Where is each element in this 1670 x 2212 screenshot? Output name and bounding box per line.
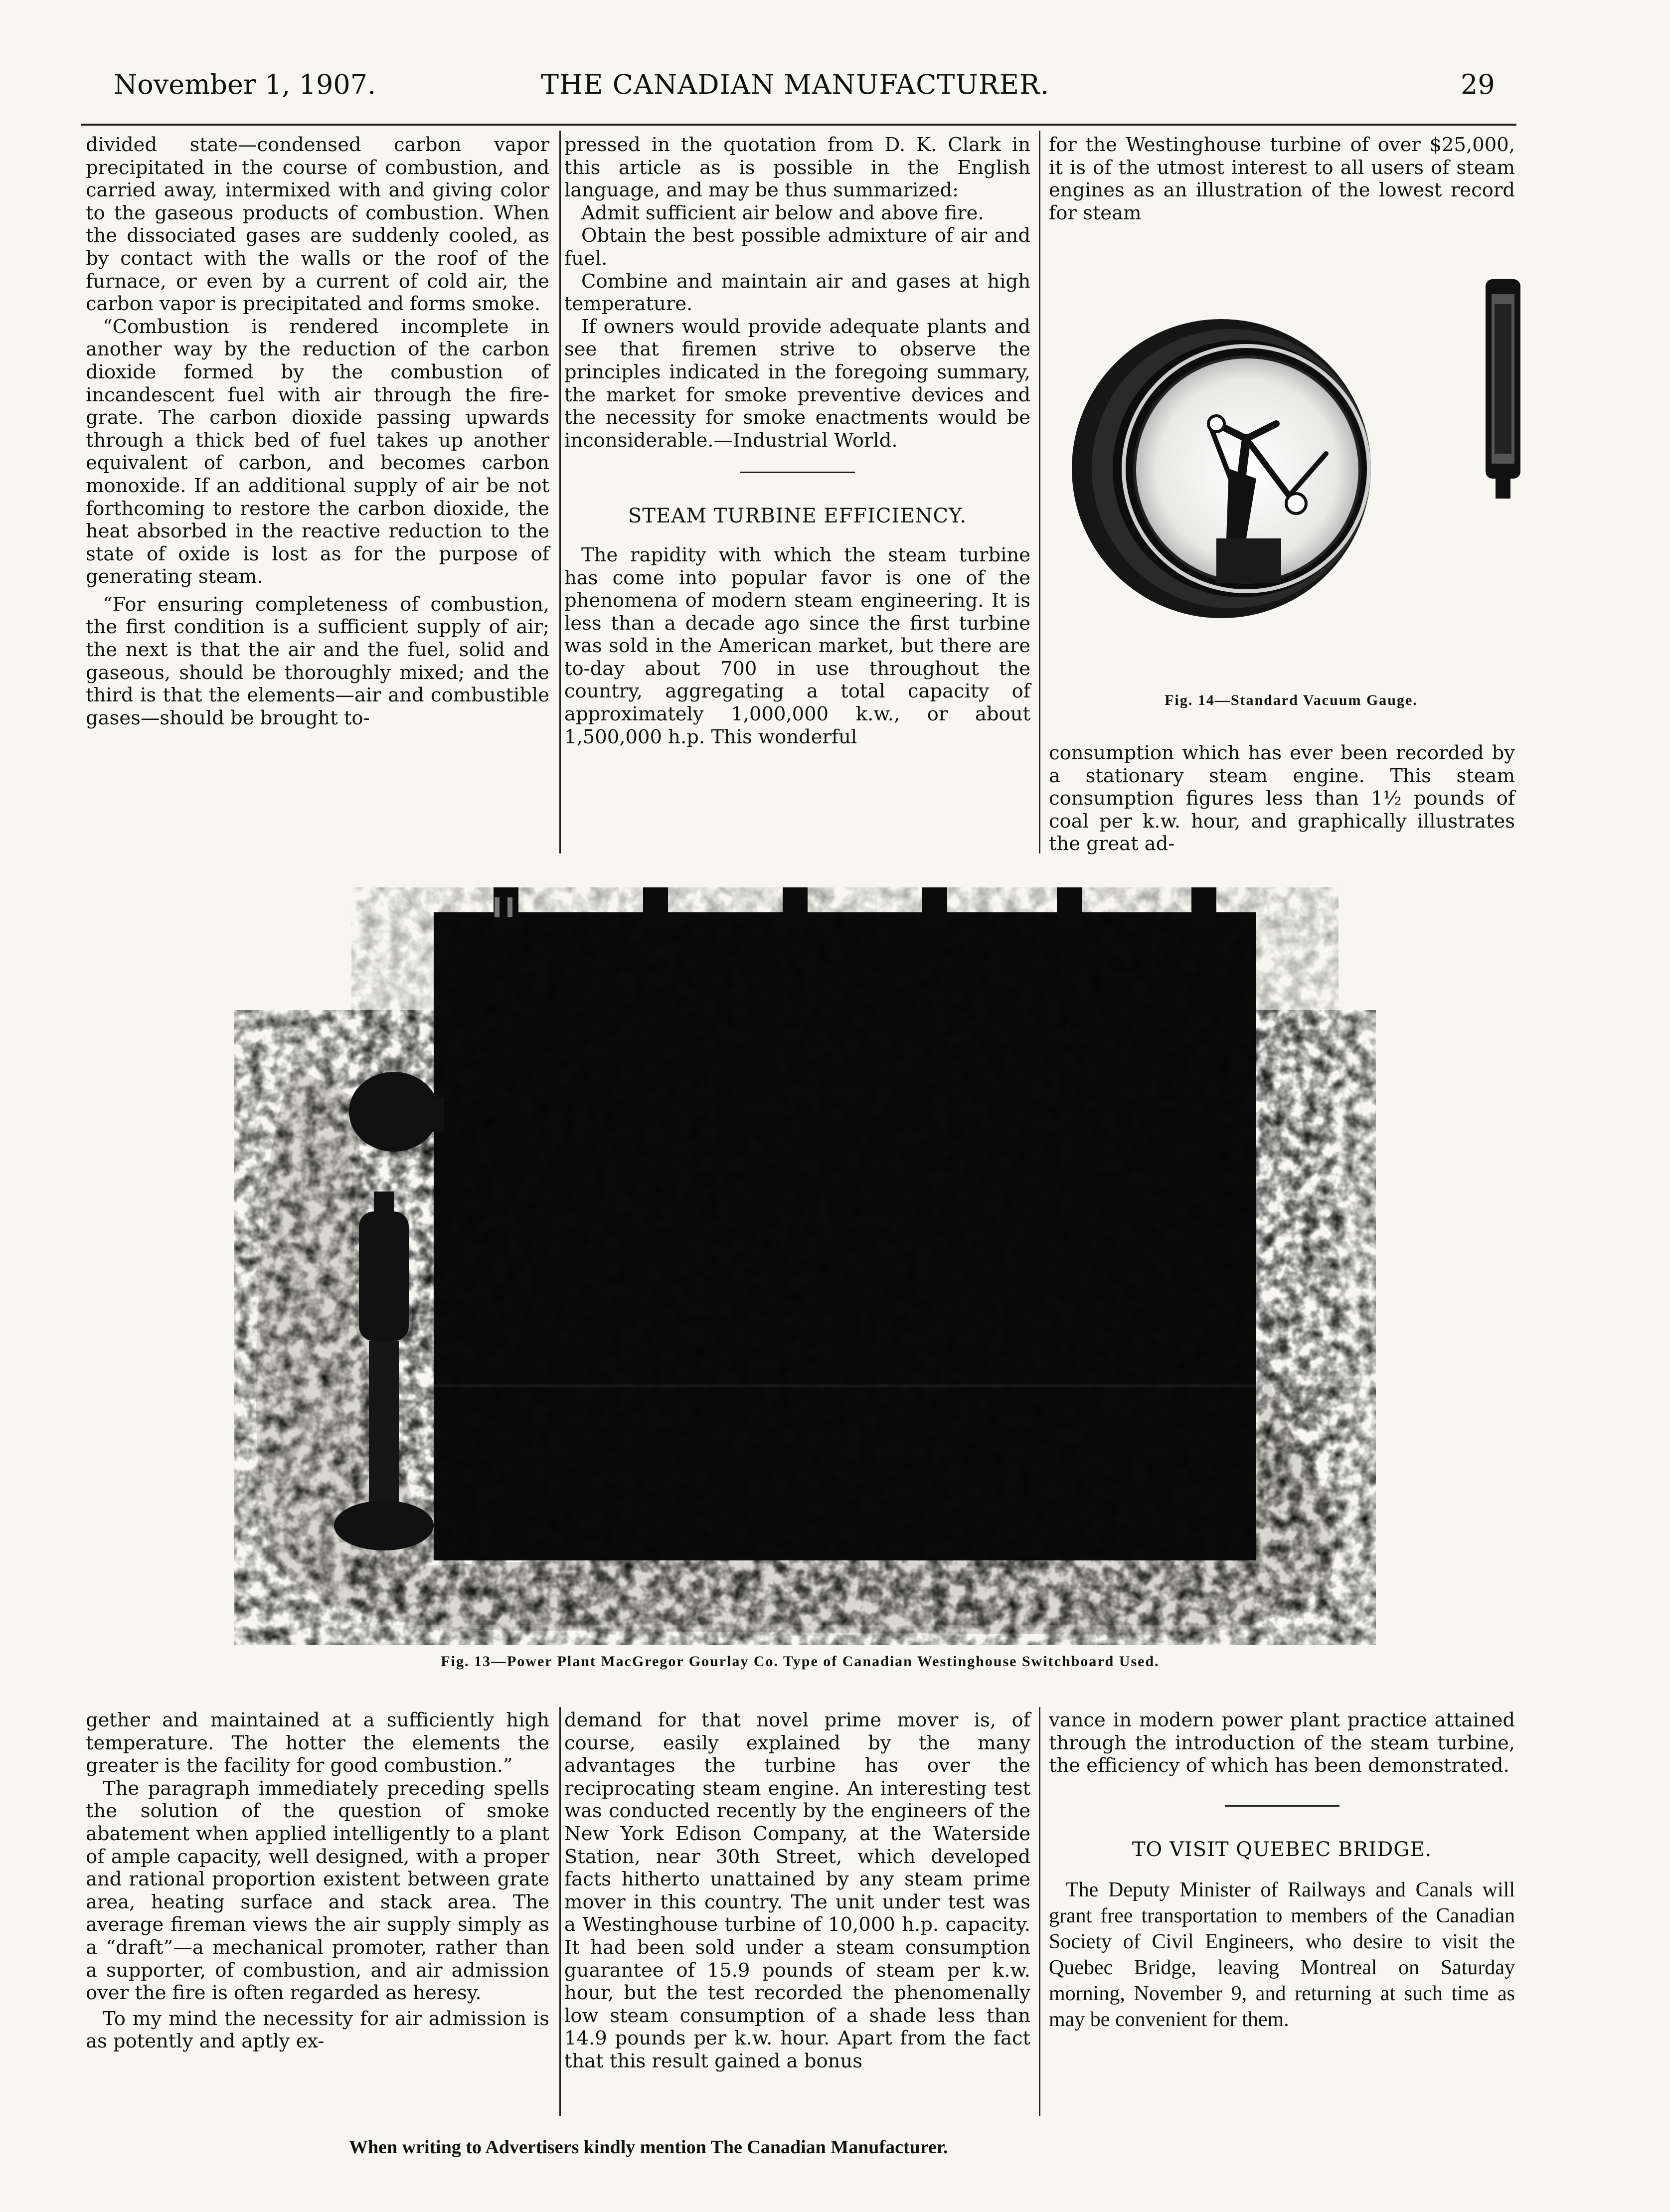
paragraph: consumption which has ever been recorded by a stationary steam engine. This steam consumption figures less than 1½ pounds of coal per k.w. hour, and graphically illustrates the great ad-: [1049, 742, 1515, 855]
paragraph: divided state—condensed carbon vapor precipitated in the course of combustion, and carried away, intermixed with and giving color to the gaseous products of combustion. When the dissociated gases are suddenly cooled, as by contact with the walls or the roof of the furnace, or even by a current of cold air, the carbon vapor is precipitated and forms smoke.: [86, 134, 549, 316]
figure-14-caption: Fig. 14—Standard Vacuum Gauge.: [1165, 692, 1418, 708]
paragraph: “Combustion is rendered incomplete in another way by the reduction of the carbon dioxide formed by the combustion of incandescent fuel with air through the fire-grate. The carbon dioxide passing upwards through a thick bed of fuel takes up another equivalent of carbon, and becomes carbon monoxide. If an additional supply of air be not forthcoming to restore the carbon dioxide, the heat absorbed in the reactive reduction to the state of oxide is lost as for the purpose of generating steam.: [86, 315, 549, 588]
paragraph: Combine and maintain air and gases at high temperature.: [564, 270, 1030, 316]
switchboard-photograph: [234, 887, 1376, 1645]
paragraph: The paragraph immediately preceding spells the solution of the question of smoke abatement when applied intelligently to a plant of ample capacity, well designed, with a proper and rational proportion existent between grate area, heating surface and stack area. The average fireman views the air supply simply as a “draft”—a mechanical promoter, rather than a supporter, of combustion, and air admission over the fire is often regarded as heresy.: [86, 1777, 549, 2005]
top-column-1: [86, 134, 549, 729]
section-heading: STEAM TURBINE EFFICIENCY.: [628, 505, 967, 528]
paragraph: for the Westinghouse turbine of over $25,000, it is of the utmost interest to all users of steam engines as an illustration of the lowest record for steam: [1049, 134, 1515, 224]
paragraph: To my mind the necessity for air admission is as potently and aptly ex-: [86, 2007, 549, 2053]
section-heading: TO VISIT QUEBEC BRIDGE.: [1132, 1838, 1432, 1861]
paragraph: “For ensuring completeness of combustion, the first condition is a sufficient supply of air; the next is that the air and the fuel, solid and gaseous, should be thoroughly mixed; and the third is that the elements—air and combustible gases—should be brought to-: [86, 593, 549, 729]
bottom-column-3: [1049, 1709, 1515, 2033]
vacuum-gauge-illustration: [1067, 259, 1525, 683]
paragraph: demand for that novel prime mover is, of course, easily explained by the many advantages the turbine has over the reciprocating steam engine. An interesting test was conducted recently by the engineers of the New York Edison Company, at the Waterside Station, near 30th Street, which developed facts hitherto unattained by any steam prime mover in this country. The unit under test was a Westinghouse turbine of 10,000 h.p. capacity. It had been sold under a steam consumption guarantee of 15.9 pounds of steam per k.w. hour, but the test recorded the phenomenally low steam consumption of a shade less than 14.9 pounds per k.w. hour. Apart from the fact that this result gained a bonus: [564, 1709, 1030, 2072]
issue-date: November 1, 1907.: [114, 69, 376, 100]
column-rule: [559, 131, 561, 853]
section-divider: [1225, 1805, 1339, 1807]
footer-note: When writing to Advertisers kindly mention The Canadian Manufacturer.: [349, 2137, 948, 2158]
figure-13-caption: Fig. 13—Power Plant MacGregor Gourlay Co. Type of Canadian Westinghouse Switchboard Used.: [441, 1653, 1160, 1670]
paragraph: Admit sufficient air below and above fire.: [581, 201, 984, 224]
paragraph: The rapidity with which the steam turbine has come into popular favor is one of the phenomena of modern steam engineering. It is less than a decade ago since the first turbine was sold in the American market, but there are to-day about 700 in use throughout the country, aggregating a total capacity of approximately 1,000,000 k.w., or about 1,500,000 h.p. This wonderful: [564, 543, 1030, 748]
bottom-column-2: [564, 1709, 1030, 2073]
section-divider: [740, 472, 855, 473]
top-column-3-continued: [1049, 742, 1515, 855]
top-column-3: [1049, 134, 1515, 224]
top-column-2: [564, 134, 1030, 748]
paragraph: gether and maintained at a sufficiently high temperature. The hotter the elements the greater is the facility for good combustion.”: [86, 1709, 549, 1777]
header-rule: [81, 124, 1516, 126]
column-rule: [1039, 131, 1040, 853]
bottom-column-1: [86, 1709, 549, 2053]
paragraph: Obtain the best possible admixture of air and fuel.: [564, 224, 1030, 270]
page-number: 29: [1461, 69, 1495, 100]
paragraph: vance in modern power plant practice attained through the introduction of the steam turbine, the efficiency of which has been demonstrated.: [1049, 1709, 1515, 1777]
paragraph: The Deputy Minister of Railways and Canals will grant free transportation to members of the Canadian Society of Civil Engineers, who desire to visit the Quebec Bridge, leaving Montreal on Saturday morning, November 9, and returning at such time as may be convenient for them.: [1049, 1878, 1515, 2032]
publication-title: THE CANADIAN MANUFACTURER.: [541, 69, 1049, 100]
paragraph: pressed in the quotation from D. K. Clark in this article as is possible in the English language, and may be thus summarized:: [564, 134, 1030, 202]
column-rule: [1039, 1707, 1040, 2116]
paragraph: If owners would provide adequate plants and see that firemen strive to observe the principles indicated in the foregoing summary, the market for smoke preventive devices and the necessity for smoke enactments would be inconsiderable.—Industrial World.: [564, 315, 1030, 452]
column-rule: [559, 1707, 561, 2116]
